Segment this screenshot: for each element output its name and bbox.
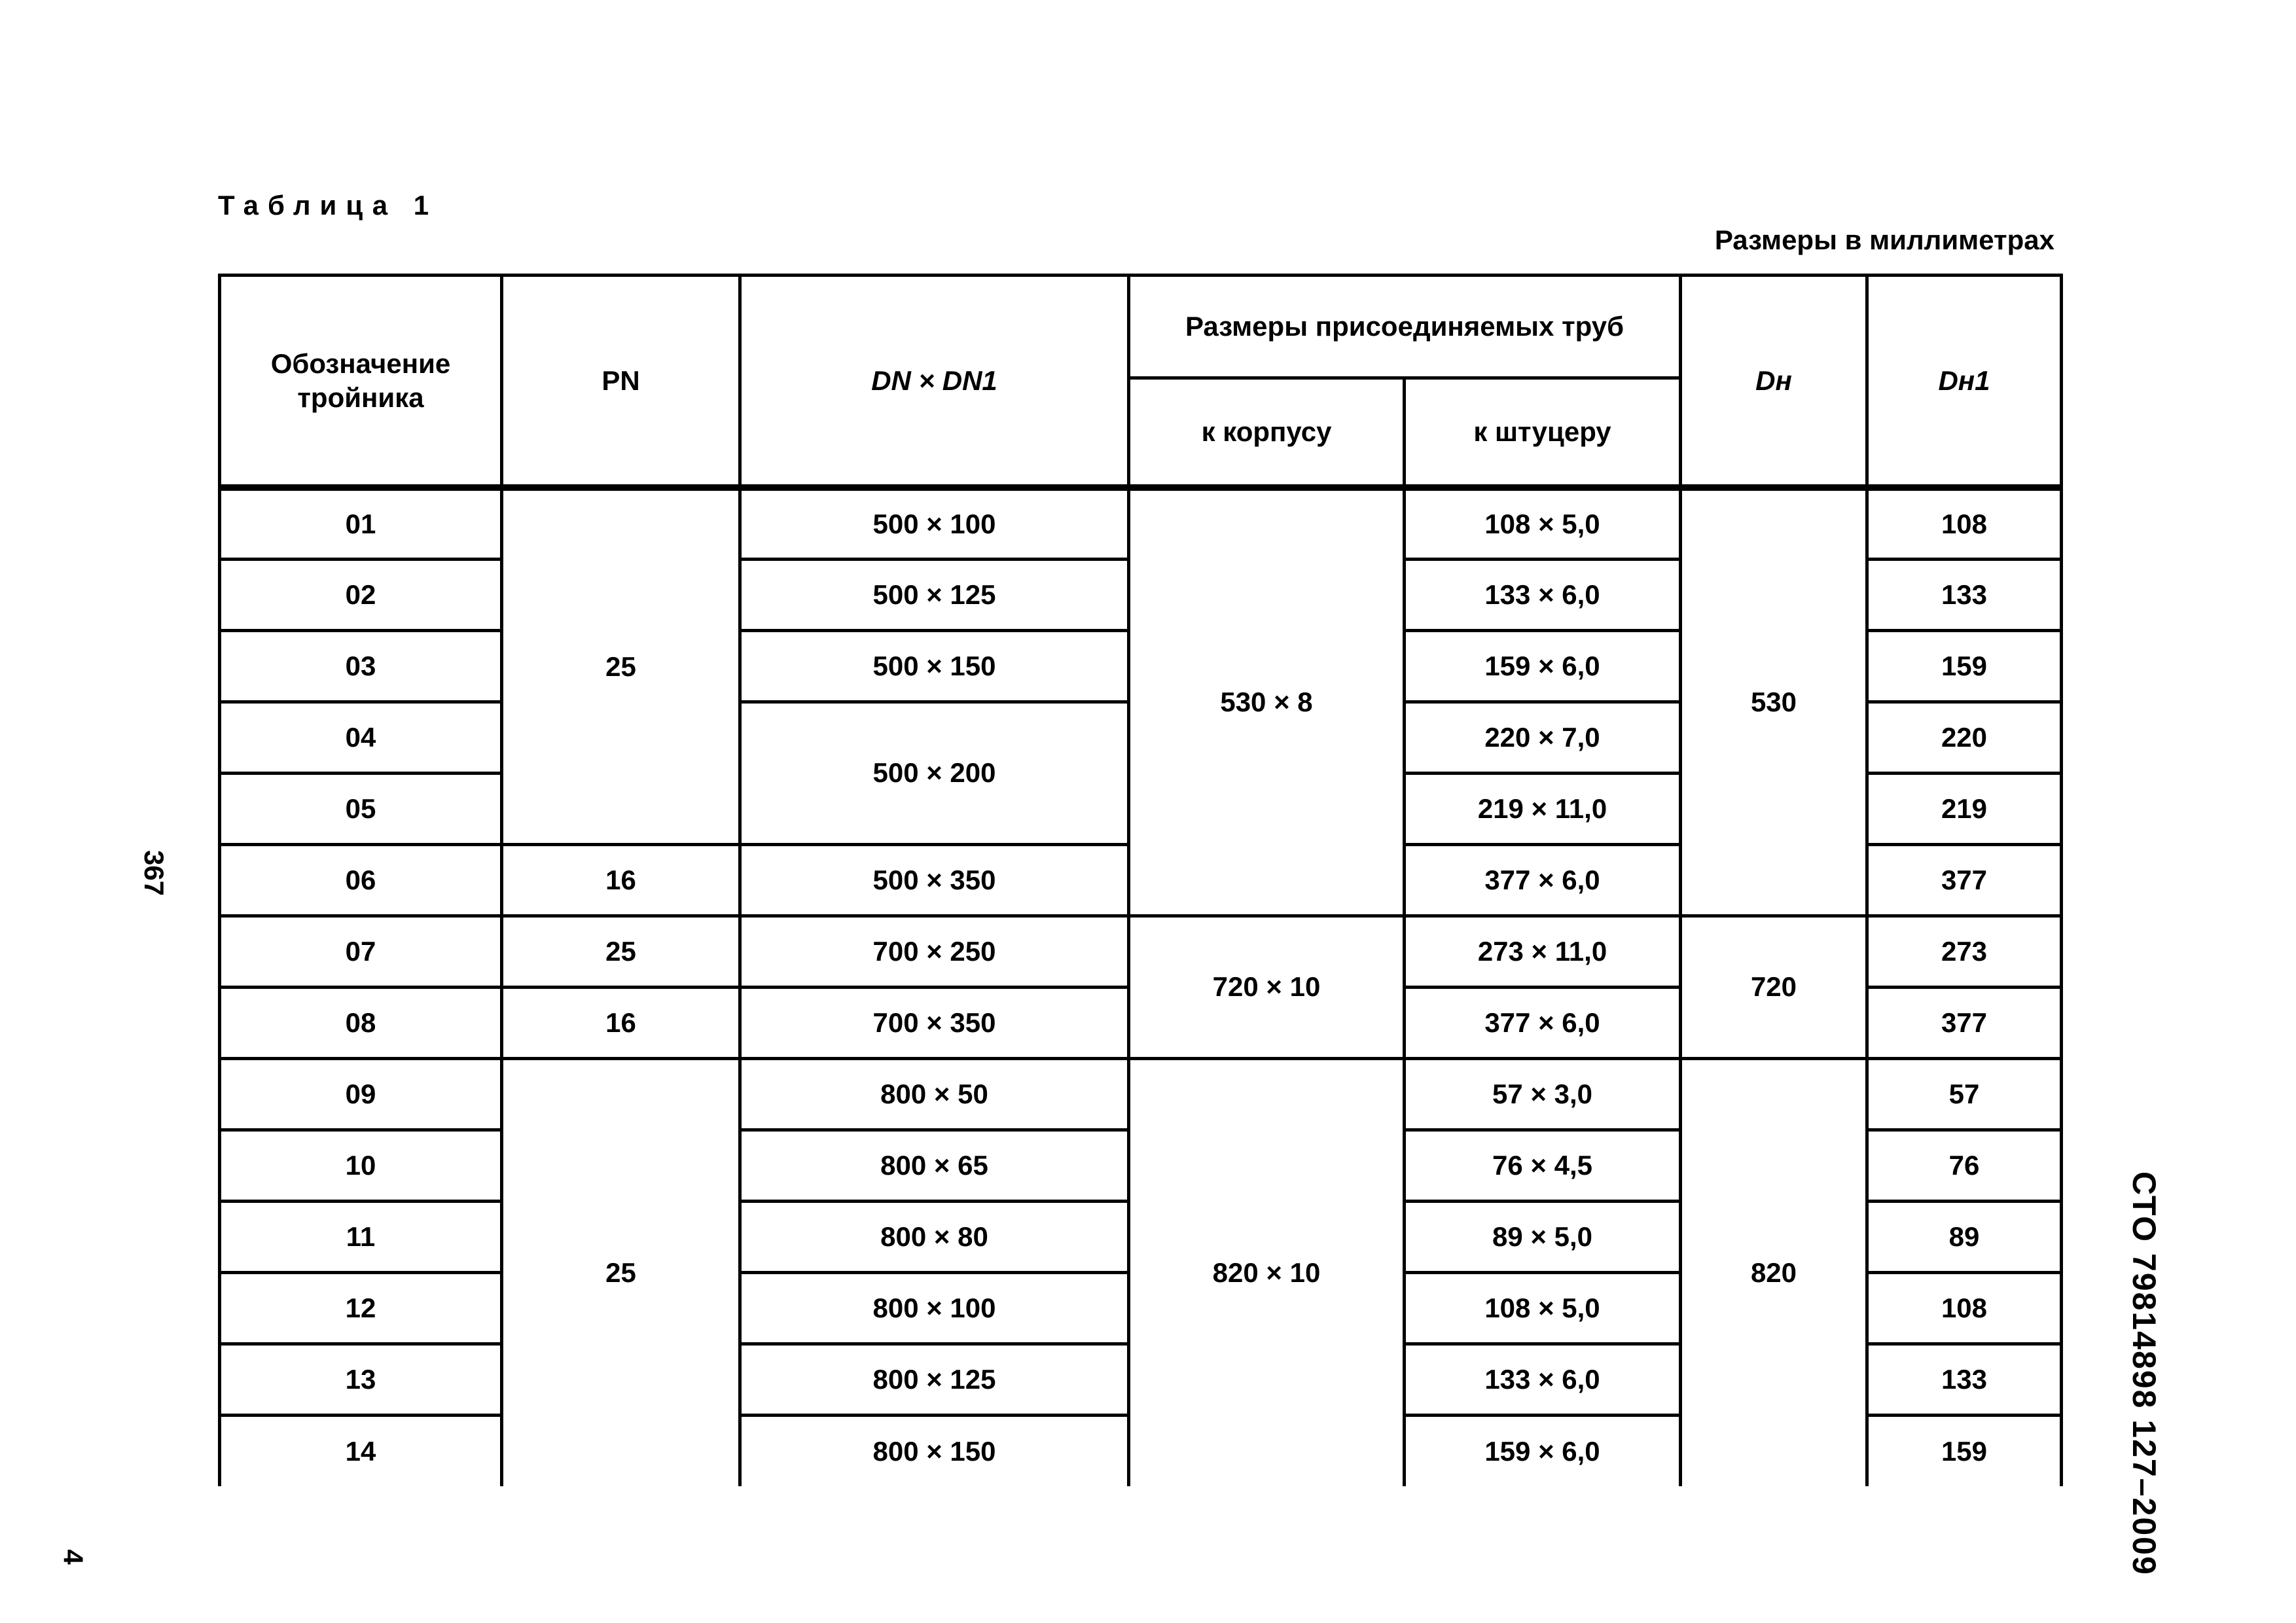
cell-designation: 02 xyxy=(220,559,502,630)
cell-designation: 06 xyxy=(220,844,502,916)
cell-dh1: 220 xyxy=(1867,702,2062,773)
cell-designation: 08 xyxy=(220,987,502,1058)
header-to-body: к корпусу xyxy=(1129,378,1405,488)
cell-body-pipe: 720 × 10 xyxy=(1129,916,1405,1058)
cell-branch-pipe: 108 × 5,0 xyxy=(1405,1272,1681,1344)
cell-branch-pipe: 133 × 6,0 xyxy=(1405,559,1681,630)
table-body xyxy=(220,488,2062,1486)
cell-dn: 800 × 80 xyxy=(740,1201,1129,1272)
cell-dn: 800 × 100 xyxy=(740,1272,1129,1344)
table-caption: Таблица 1 xyxy=(218,190,439,221)
cell-dh1: 57 xyxy=(1867,1058,2062,1130)
document-code: СТО 79814898 127–2009 xyxy=(2126,1171,2162,1576)
units-note: Размеры в миллиметрах xyxy=(1714,224,2054,255)
cell-branch-pipe: 219 × 11,0 xyxy=(1405,773,1681,844)
cell-designation: 09 xyxy=(220,1058,502,1130)
cell-dn: 800 × 65 xyxy=(740,1130,1129,1201)
cell-dh1: 108 xyxy=(1867,1272,2062,1344)
cell-pn: 25 xyxy=(502,916,740,987)
header-designation: Обозначение тройника xyxy=(220,276,502,488)
cell-dh1: 159 xyxy=(1867,1415,2062,1486)
table-row xyxy=(220,488,2062,559)
header-to-branch: к штуцеру xyxy=(1405,378,1681,488)
cell-dh1: 133 xyxy=(1867,559,2062,630)
cell-branch-pipe: 133 × 6,0 xyxy=(1405,1344,1681,1415)
cell-designation: 10 xyxy=(220,1130,502,1201)
table-header xyxy=(220,276,2062,488)
cell-dh1: 219 xyxy=(1867,773,2062,844)
header-pn: PN xyxy=(502,276,740,488)
cell-dh1: 76 xyxy=(1867,1130,2062,1201)
cell-designation: 11 xyxy=(220,1201,502,1272)
cell-dn: 800 × 50 xyxy=(740,1058,1129,1130)
header-dn-dn1: DN × DN1 xyxy=(740,276,1129,488)
cell-branch-pipe: 159 × 6,0 xyxy=(1405,1415,1681,1486)
cell-branch-pipe: 273 × 11,0 xyxy=(1405,916,1681,987)
cell-branch-pipe: 76 × 4,5 xyxy=(1405,1130,1681,1201)
cell-branch-pipe: 159 × 6,0 xyxy=(1405,630,1681,702)
cell-pn: 25 xyxy=(502,488,740,844)
cell-body-pipe: 530 × 8 xyxy=(1129,488,1405,916)
cell-dn: 500 × 350 xyxy=(740,844,1129,916)
header-dh1: Dн1 xyxy=(1867,276,2062,488)
cell-dn: 800 × 125 xyxy=(740,1344,1129,1415)
cell-pn: 16 xyxy=(502,987,740,1058)
cell-branch-pipe: 108 × 5,0 xyxy=(1405,488,1681,559)
cell-designation: 05 xyxy=(220,773,502,844)
cell-designation: 01 xyxy=(220,488,502,559)
cell-dh1: 89 xyxy=(1867,1201,2062,1272)
dimensions-table xyxy=(218,274,2063,1486)
cell-dn: 500 × 125 xyxy=(740,559,1129,630)
table-row xyxy=(220,1058,2062,1130)
table-row xyxy=(220,916,2062,987)
cell-dh1: 133 xyxy=(1867,1344,2062,1415)
cell-designation: 07 xyxy=(220,916,502,987)
cell-branch-pipe: 377 × 6,0 xyxy=(1405,987,1681,1058)
cell-designation: 13 xyxy=(220,1344,502,1415)
cell-pn: 25 xyxy=(502,1058,740,1486)
cell-branch-pipe: 220 × 7,0 xyxy=(1405,702,1681,773)
cell-designation: 03 xyxy=(220,630,502,702)
cell-dn: 700 × 350 xyxy=(740,987,1129,1058)
cell-dh1: 377 xyxy=(1867,987,2062,1058)
header-dh: Dн xyxy=(1681,276,1867,488)
cell-dh: 720 xyxy=(1681,916,1867,1058)
cell-branch-pipe: 377 × 6,0 xyxy=(1405,844,1681,916)
cell-dh1: 108 xyxy=(1867,488,2062,559)
header-pipes-group: Размеры присоединяемых труб xyxy=(1129,276,1681,378)
page-number: 4 xyxy=(58,1549,89,1565)
cell-branch-pipe: 89 × 5,0 xyxy=(1405,1201,1681,1272)
cell-dh: 530 xyxy=(1681,488,1867,916)
cell-dn: 500 × 200 xyxy=(740,702,1129,844)
cell-pn: 16 xyxy=(502,844,740,916)
cell-dh1: 377 xyxy=(1867,844,2062,916)
cell-dh: 820 xyxy=(1681,1058,1867,1486)
cell-dn: 500 × 100 xyxy=(740,488,1129,559)
cell-designation: 04 xyxy=(220,702,502,773)
cell-dn: 700 × 250 xyxy=(740,916,1129,987)
cell-dh1: 159 xyxy=(1867,630,2062,702)
cell-dn: 800 × 150 xyxy=(740,1415,1129,1486)
cell-designation: 14 xyxy=(220,1415,502,1486)
cell-body-pipe: 820 × 10 xyxy=(1129,1058,1405,1486)
cell-designation: 12 xyxy=(220,1272,502,1344)
cell-dn: 500 × 150 xyxy=(740,630,1129,702)
side-page-number: 367 xyxy=(139,849,170,897)
cell-branch-pipe: 57 × 3,0 xyxy=(1405,1058,1681,1130)
cell-dh1: 273 xyxy=(1867,916,2062,987)
